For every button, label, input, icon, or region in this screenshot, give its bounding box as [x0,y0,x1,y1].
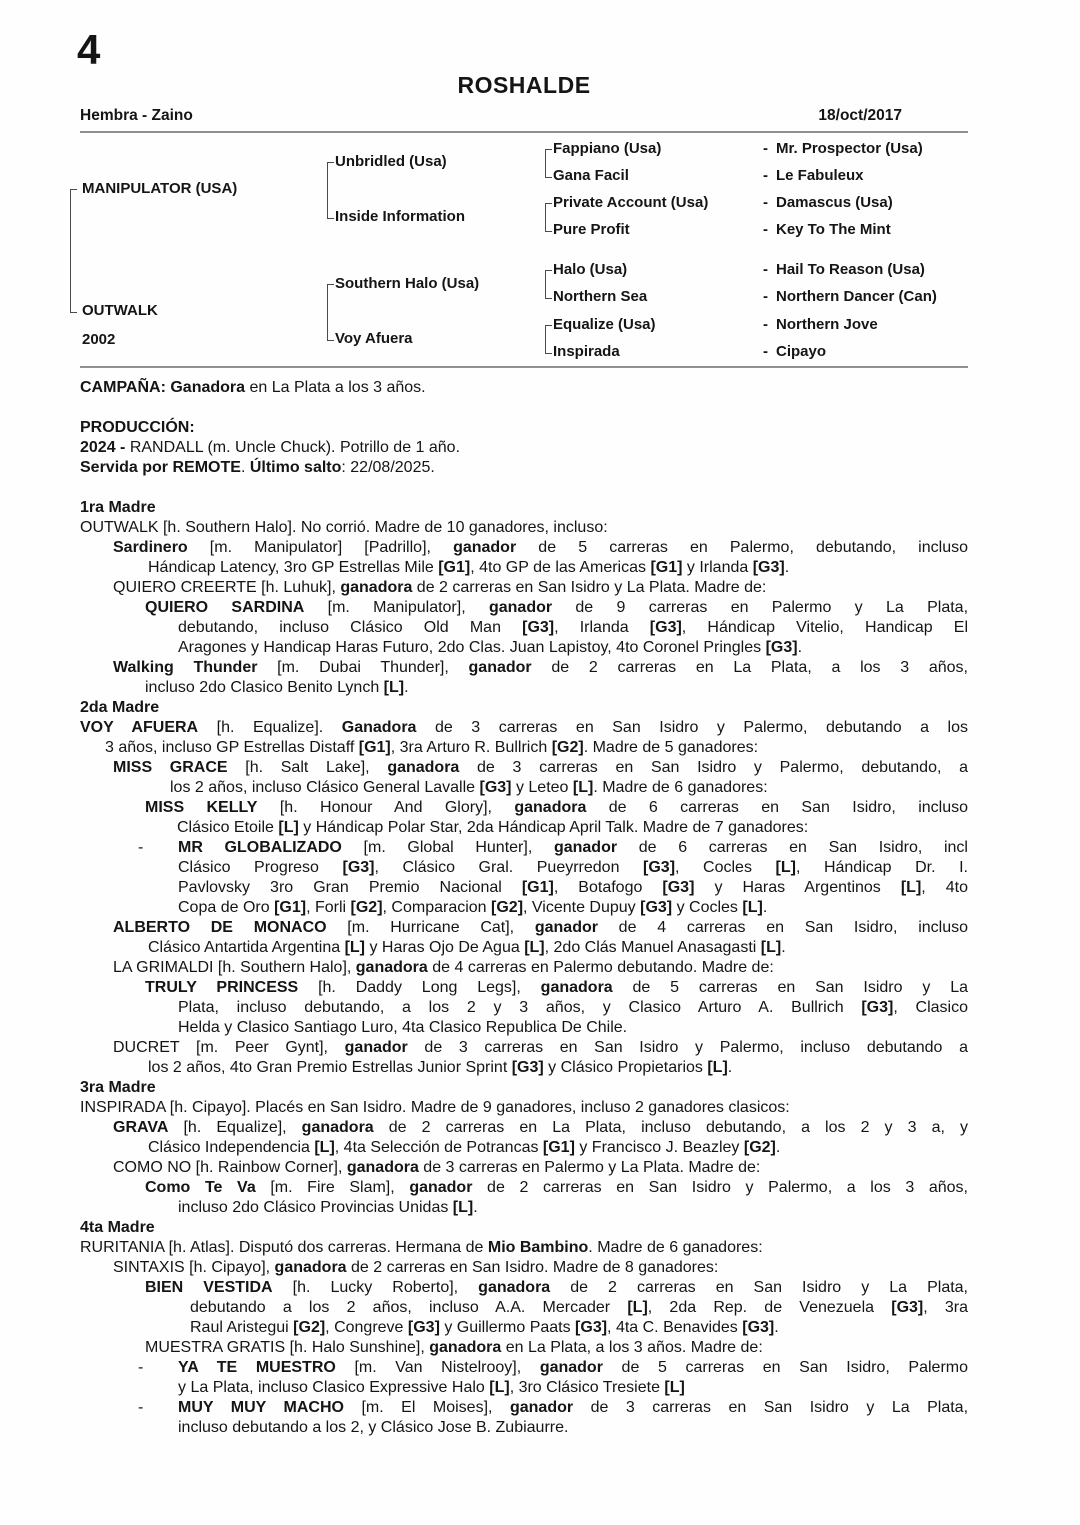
pedigree-details [80,378,968,1438]
text: LA GRIMALDI [h. Southern Halo], [113,959,356,976]
text: . [797,639,803,656]
bold-text: [L] [452,1199,474,1216]
body-line [80,418,968,438]
bold-text: ganador [453,539,517,556]
bold-text: PRODUCCIÓN: [80,419,195,436]
text: de 5 carreras en Palermo, debutando, incluso [516,539,968,556]
bold-text: [L] [383,679,405,696]
body-line [80,1078,968,1098]
bold-text: 2024 - [80,439,130,456]
text: . Madre de 6 ganadores: [593,779,768,796]
text: Raul Aristegui [190,1319,294,1336]
pedigree-bracket [327,284,334,341]
bold-text: [G1] [542,1139,575,1156]
body-line [138,1358,969,1378]
text: , Forli [306,899,351,916]
body-line [138,838,968,858]
body-line [80,1098,968,1118]
body-line [145,1178,968,1198]
pedigree-gen3-name: Private Account (Usa) [553,194,709,211]
body-line [145,798,968,818]
text: de 4 carreras en Palermo debutando. Madre de: [427,959,774,976]
text: . [784,559,790,576]
text: [h. Daddy Long Legs], [298,979,541,996]
bold-text: [G3] [752,559,785,576]
body-line [80,498,968,518]
bold-text: [G1] [358,739,391,756]
bold-text: [G3] [511,1059,544,1076]
text: [m. Manipulator] [Padrillo], [187,539,454,556]
text: , 2da Rep. de Venezuela [647,1299,892,1316]
bold-text: [G3] [861,999,894,1016]
pedigree-gen4-name: - Northern Jove [763,316,878,333]
text: y Irlanda [682,559,753,576]
bold-text: [L] [775,859,796,876]
body-line [113,538,968,558]
bold-text: TRULY PRINCESS [145,979,299,996]
text: de 5 carreras en San Isidro y La [612,979,969,996]
bold-text: ganadora [346,1159,419,1176]
pedigree-dash: - [763,221,768,238]
body-line [145,678,968,698]
bold-text: QUIERO SARDINA [145,599,305,616]
text: de 3 carreras en San Isidro y Palermo, debutando, a [459,759,969,776]
text: . Madre de 6 ganadores: [588,1239,763,1256]
body-line [178,858,968,878]
bold-text: ganadora [514,799,587,816]
bold-text: ganador [539,1359,603,1376]
pedigree-dash: - [763,316,768,333]
bold-text: [L] [900,879,922,896]
text: y La Plata, incluso Clasico Expressive Halo [178,1379,490,1396]
text: incluso 2do Clasico Benito Lynch [145,679,384,696]
body-line [145,978,968,998]
text: de 2 carreras en San Isidro. Madre de 8 ganadores: [346,1259,719,1276]
bold-text: ganador [344,1039,408,1056]
bold-text: ganador [553,839,618,856]
bold-text: ganador [488,599,553,616]
bold-text: [G3] [643,859,676,876]
text: y Hándicap Polar Star, 2da Hándicap April Talk. Madre de 7 ganadores: [298,819,809,836]
text: y Francisco J. Beazley [574,1139,744,1156]
bold-text: [L] [760,939,782,956]
text: , Hándicap Dr. I. [795,859,968,876]
pedigree-dam: OUTWALK [82,302,158,319]
bold-text: 3ra Madre [80,1079,156,1096]
body-line [113,1038,968,1058]
text: [m. Manipulator], [304,599,489,616]
pedigree-bracket [545,203,552,232]
text: MUESTRA GRATIS [h. Halo Sunshine], [145,1339,430,1356]
text: . [762,899,768,916]
bold-text: [L] [742,899,763,916]
bold-text: ganadora [301,1119,374,1136]
text: de 6 carreras en San Isidro, incluso [586,799,969,816]
text: , Hándicap Vitelio, Handicap El [681,619,969,636]
bold-text: [G1] [438,559,471,576]
pedigree-gen4-name: - Le Fabuleux [763,167,864,184]
bold-text: MISS GRACE [113,759,228,776]
bold-text: ALBERTO DE MONACO [113,919,327,936]
body-line [80,698,968,718]
body-line [113,658,968,678]
bold-text: ganador [534,919,598,936]
bold-text: [L] [627,1299,648,1316]
bold-text: 1ra Madre [80,499,156,516]
text: debutando a los 2 años, incluso A.A. Mercader [190,1299,628,1316]
page-number: 4 [77,26,101,73]
bold-text: [G2] [491,899,524,916]
text: Clásico Etoile [177,819,279,836]
bold-text: ganadora [387,759,460,776]
text: , Botafogo [553,879,663,896]
text: de 2 carreras en San Isidro y La Plata. Madre de: [412,579,767,596]
text: de 3 carreras en San Isidro y La Plata, [573,1399,969,1416]
text: . [774,1319,779,1336]
text: , 2do Clás Manuel Anasagasti [544,939,761,956]
text: [h. Equalize]. [198,719,342,736]
pedigree-gen2-name: Unbridled (Usa) [335,153,447,170]
pedigree-gen4-name: - Mr. Prospector (Usa) [763,140,923,157]
bold-text: GRAVA [113,1119,169,1136]
text: [m. El Moises], [343,1399,510,1416]
text: . Madre de 5 ganadores: [583,739,759,756]
body-line [148,558,968,578]
body-line [190,1298,968,1318]
body-line [80,1218,968,1238]
bold-text: [L] [664,1379,685,1396]
pedigree-bracket [545,270,552,299]
body-line [148,1138,968,1158]
bold-text: [G3] [765,639,798,656]
pedigree-dash: - [763,167,768,184]
meta-row [80,107,968,125]
text: debutando, incluso Clásico Old Man [178,619,523,636]
pedigree-gen3-name: Inspirada [553,343,620,360]
text: QUIERO CREERTE [h. Luhuk], [113,579,341,596]
body-line [178,878,968,898]
body-line [138,1398,969,1418]
pedigree-bracket [327,162,334,219]
text: Copa de Oro [178,899,275,916]
bold-text: [G3] [640,899,673,916]
bold-text: ganadora [429,1339,502,1356]
text: DUCRET [m. Peer Gynt], [113,1039,345,1056]
bold-text: ganadora [340,579,413,596]
text: [m. Fire Slam], [255,1179,410,1196]
text: de 2 carreras en La Plata, a los 3 años, [531,659,969,676]
pedigree-table [80,140,968,366]
text: , Clásico Gral. Pueyrredon [374,859,644,876]
body-line [105,738,968,758]
body-line [145,1278,968,1298]
text: , Cocles [675,859,776,876]
bold-text: [G2] [293,1319,326,1336]
text: Helda y Clasico Santiago Luro, 4ta Clasico Republica De Chile. [178,1019,628,1036]
bold-text: Ganadora [170,379,246,396]
bold-text: [G3] [891,1299,924,1316]
pedigree-dash: - [763,140,768,157]
bold-text: [G3] [522,619,555,636]
pedigree-dash: - [763,288,768,305]
bold-text: [G3] [575,1319,608,1336]
text: Hándicap Latency, 3ro GP Estrellas Mile [148,559,439,576]
bold-text: [G2] [551,739,584,756]
text: SINTAXIS [h. Cipayo], [113,1259,275,1276]
body-line [178,1418,968,1438]
text: de 9 carreras en Palermo y La Plata, [552,599,969,616]
bold-text: [L] [278,819,299,836]
text: de 3 carreras en San Isidro y Palermo, incluso debutando a [407,1039,968,1056]
bold-text: Servida por [80,459,173,476]
body-line [113,958,968,978]
bold-text: ganadora [540,979,613,996]
pedigree-gen3-name: Pure Profit [553,221,630,238]
text: [h. Lucky Roberto], [272,1279,479,1296]
bold-text: [G3] [407,1319,440,1336]
text: , 3ro Clásico Tresiete [509,1379,665,1396]
bold-text: [G3] [649,619,682,636]
text: , 4to GP de las Americas [470,559,651,576]
text: , 4ta C. Benavides [607,1319,743,1336]
text: , Congreve [325,1319,408,1336]
bold-text: REMOTE [172,459,241,476]
pedigree-gen3-name: Northern Sea [553,288,648,305]
body-line [113,1258,968,1278]
body-line [178,1018,968,1038]
bold-text: [L] [524,939,545,956]
bold-text: ganadora [478,1279,551,1296]
body-line [80,518,968,538]
text: de 2 carreras en San Isidro y La Plata, [550,1279,969,1296]
bold-text: Como Te Va [145,1179,256,1196]
bold-text: ganador [409,1179,473,1196]
text: y Cocles [672,899,743,916]
text: Aragones y Handicap Haras Futuro, 2do Clas. Juan Lapistoy, 4to Coronel Pringles [178,639,766,656]
bold-text: MISS KELLY [145,799,258,816]
horse-name-title: ROSHALDE [457,72,591,98]
body-line [178,1378,968,1398]
text: , Comparacion [382,899,492,916]
body-line [80,1238,968,1258]
text: Plata, incluso debutando, a los 2 y 3 años, y Clasico Arturo A. Bullrich [178,999,862,1016]
body-line [178,998,968,1018]
text: INSPIRADA [h. Cipayo]. Placés en San Isidro. Madre de 9 ganadores, incluso 2 ganadores clasicos: [80,1099,790,1116]
body-line [170,778,968,798]
body-line [177,818,968,838]
bold-text: [G3] [662,879,695,896]
list-dash: - [138,1399,144,1416]
text: en La Plata a los 3 años. [245,379,426,396]
bold-text: [G3] [342,859,375,876]
header-divider [80,131,968,133]
text: y Leteo [511,779,573,796]
bold-text: [L] [572,779,594,796]
pedigree-gen2-name: Inside Information [335,208,466,225]
text: de 6 carreras en San Isidro, incl [617,839,968,856]
pedigree-bracket [545,149,552,178]
text: los 2 años, 4to Gran Premio Estrellas Junior Sprint [148,1059,512,1076]
text: Clásico Antartida Argentina [148,939,345,956]
bold-text: Walking Thunder [113,659,258,676]
text: de 5 carreras en San Isidro, Palermo [602,1359,969,1376]
bold-text: VOY AFUERA [80,719,199,736]
bold-text: 2da Madre [80,699,160,716]
body-line [145,598,968,618]
text: y Clásico Propietarios [543,1059,708,1076]
text: y Haras Ojo De Agua [365,939,525,956]
text: [h. Salt Lake], [227,759,388,776]
body-line [148,1058,968,1078]
text: Pavlovsky 3ro Gran Premio Nacional [178,879,522,896]
body-line [148,938,968,958]
bold-text: Ganadora [341,719,417,736]
text: los 2 años, incluso Clásico General Lavalle [170,779,480,796]
pedigree-dam-year: 2002 [82,331,116,348]
text: RANDALL (m. Uncle Chuck). Potrillo de 1 año. [129,439,461,456]
body-line [190,1318,968,1338]
text: . [775,1139,781,1156]
text: , 4to [921,879,969,896]
body-line [113,1118,968,1138]
body-line [113,578,968,598]
pedigree-sire: MANIPULATOR (USA) [82,180,238,197]
pedigree-bracket [70,189,77,313]
bold-text: [L] [314,1139,335,1156]
text: . [240,459,250,476]
bold-text: [G1] [274,899,307,916]
pedigree-gen2-name: Voy Afuera [335,330,413,347]
text: , 3ra Arturo R. Bullrich [390,739,552,756]
bold-text: ganadora [274,1259,347,1276]
body-line [145,1338,968,1358]
text: de 2 carreras en La Plata, incluso debutando, a los 2 y 3 a, y [373,1119,968,1136]
text: incluso 2do Clásico Provincias Unidas [178,1199,453,1216]
text: [m. Hurricane Cat], [326,919,535,936]
pedigree-dash: - [763,261,768,278]
bold-text: BIEN VESTIDA [145,1279,273,1296]
pedigree-gen4-name: - Northern Dancer (Can) [763,288,937,305]
bold-text: Último salto [249,459,342,476]
text: , Irlanda [554,619,650,636]
pedigree-gen3-name: Fappiano (Usa) [553,140,662,157]
body-line [113,758,968,778]
bold-text: MUY MUY MACHO [178,1399,344,1416]
bold-text: Sardinero [113,539,188,556]
text: en La Plata, a los 3 años. Madre de: [501,1339,763,1356]
pedigree-gen3-name: Equalize (Usa) [553,316,656,333]
text: , 4ta Selección de Potrancas [334,1139,543,1156]
text: de 4 carreras en San Isidro, incluso [597,919,969,936]
text: [m. Dubai Thunder], [257,659,469,676]
bold-text: [L] [707,1059,728,1076]
bold-text: [G2] [743,1139,776,1156]
body-line [178,898,968,918]
text: [m. Van Nistelrooy], [335,1359,540,1376]
text: [h. Equalize], [168,1119,302,1136]
bold-text: ganadora [355,959,428,976]
text: : 22/08/2025. [341,459,435,476]
pedigree-gen4-name: - Hail To Reason (Usa) [763,261,925,278]
body-line [113,1158,968,1178]
text: y Guillermo Paats [439,1319,576,1336]
pedigree-gen4-name: - Damascus (Usa) [763,194,893,211]
body-line [80,458,968,478]
text: COMO NO [h. Rainbow Corner], [113,1159,347,1176]
pedigree-gen4-name: - Cipayo [763,343,827,360]
bold-text: [G3] [479,779,512,796]
text: . [404,679,409,696]
birth-date: 18/oct/2017 [818,107,902,124]
pedigree-gen3-name: Gana Facil [553,167,629,184]
text: de 3 carreras en Palermo y La Plata. Madre de: [418,1159,761,1176]
text: y Haras Argentinos [694,879,901,896]
bold-text: [G2] [350,899,383,916]
text: . [727,1059,733,1076]
pedigree-dash: - [763,343,768,360]
bold-text: ganador [509,1399,574,1416]
text: . [473,1199,478,1216]
text: [h. Honour And Glory], [257,799,515,816]
text: . [781,939,786,956]
bold-text: [G1] [521,879,554,896]
sex-coat-label: Hembra - Zaino [80,107,193,124]
pedigree-divider [80,366,968,368]
pedigree-gen3-name: Halo (Usa) [553,261,628,278]
text: Clásico Progreso [178,859,343,876]
bold-text: 4ta Madre [80,1219,155,1236]
pedigree-dash: - [763,194,768,211]
text: 3 años, incluso GP Estrellas Distaff [105,739,359,756]
body-line [80,718,968,738]
text: Clásico Independencia [148,1139,315,1156]
bold-text: Mio Bambino [487,1239,589,1256]
body-line [80,438,968,458]
text: incluso debutando a los 2, y Clásico Jose B. Zubiaurre. [178,1419,569,1436]
body-line [113,918,968,938]
text: , 3ra [923,1299,969,1316]
bold-text: CAMPAÑA: [80,379,171,396]
pedigree-gen2-name: Southern Halo (Usa) [335,275,480,292]
text: , Vicente Dupuy [523,899,641,916]
body-line [80,378,968,398]
list-dash: - [138,839,144,856]
pedigree-bracket [545,325,552,354]
text: , Clasico [893,999,968,1016]
body-line [178,1198,968,1218]
bold-text: YA TE MUESTRO [178,1359,336,1376]
list-dash: - [138,1359,144,1376]
text: OUTWALK [h. Southern Halo]. No corrió. Madre de 10 ganadores, incluso: [80,519,608,536]
body-line [178,638,968,658]
bold-text: [G1] [650,559,683,576]
bold-text: ganador [468,659,532,676]
text: RURITANIA [h. Atlas]. Disputó dos carreras. Hermana de [80,1239,488,1256]
bold-text: [L] [489,1379,510,1396]
bold-text: [L] [344,939,365,956]
body-line [178,618,968,638]
text: de 3 carreras en San Isidro y Palermo, debutando a los [416,719,969,736]
bold-text: MR GLOBALIZADO [178,839,342,856]
pedigree-gen4-name: - Key To The Mint [763,221,891,238]
text: de 2 carreras en San Isidro y Palermo, a los 3 años, [472,1179,968,1196]
bold-text: [G3] [742,1319,775,1336]
text: [m. Global Hunter], [341,839,554,856]
